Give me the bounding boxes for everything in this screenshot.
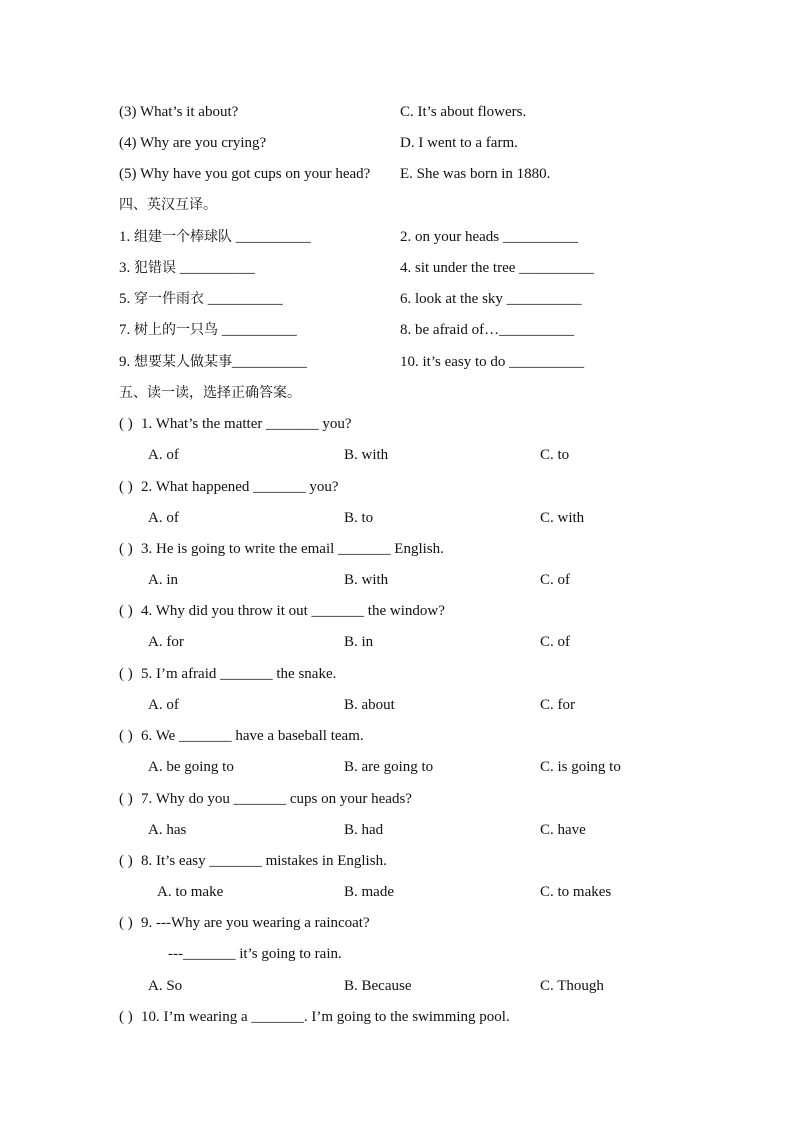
translation-item-right: 2. on your heads __________ bbox=[400, 229, 578, 245]
translation-item-left bbox=[119, 227, 311, 247]
translation-item-right: 8. be afraid of…__________ bbox=[400, 322, 575, 338]
question-row bbox=[0, 789, 793, 809]
section-5-title-row bbox=[0, 383, 793, 403]
question-row bbox=[0, 1007, 793, 1027]
section-4-title: 四、英汉互译。 bbox=[119, 197, 217, 213]
item-text: 犯错误 bbox=[134, 260, 176, 276]
question-text-continued: ---_______ it’s going to rain. bbox=[168, 946, 342, 962]
item-text: 穿一件雨衣 bbox=[134, 291, 204, 307]
matching-row bbox=[0, 102, 793, 122]
question-text: 8. It’s easy _______ mistakes in English. bbox=[141, 853, 387, 869]
question-row bbox=[0, 851, 793, 871]
translation-row bbox=[0, 258, 793, 278]
option-c: C. to makes bbox=[540, 884, 612, 900]
item-number: 5. bbox=[119, 291, 131, 307]
question-text: 7. Why do you _______ cups on your heads? bbox=[141, 791, 412, 807]
option-c: C. to bbox=[540, 447, 570, 463]
question-text: 3. He is going to write the email _______ English. bbox=[141, 541, 444, 557]
answer-parens[interactable]: ( ) bbox=[119, 728, 133, 744]
answer-blank[interactable]: __________ bbox=[235, 229, 311, 245]
answer-blank[interactable]: __________ bbox=[232, 354, 307, 370]
translation-item-left bbox=[119, 258, 255, 278]
options-row bbox=[0, 757, 793, 777]
matching-answer: C. It’s about flowers. bbox=[400, 104, 527, 120]
translation-item-left bbox=[119, 289, 283, 309]
option-b: B. with bbox=[344, 572, 389, 588]
option-c: C. with bbox=[540, 510, 585, 526]
question-text: 2. What happened _______ you? bbox=[141, 479, 339, 495]
option-c: C. of bbox=[540, 634, 570, 650]
question-row bbox=[0, 477, 793, 497]
matching-row bbox=[0, 133, 793, 153]
question-row bbox=[0, 539, 793, 559]
item-text: 树上的一只鸟 bbox=[134, 322, 218, 338]
question-text: 1. What’s the matter _______ you? bbox=[141, 416, 352, 432]
translation-item-left bbox=[119, 320, 297, 340]
option-a: A. be going to bbox=[148, 759, 234, 775]
question-text: 4. Why did you throw it out _______ the window? bbox=[141, 603, 445, 619]
option-a: A. has bbox=[148, 822, 187, 838]
answer-parens[interactable]: ( ) bbox=[119, 541, 133, 557]
option-b: B. Because bbox=[344, 978, 412, 994]
option-b: B. had bbox=[344, 822, 384, 838]
option-b: B. in bbox=[344, 634, 374, 650]
matching-question: (4) Why are you crying? bbox=[119, 135, 267, 151]
item-text: 组建一个棒球队 bbox=[134, 229, 232, 245]
answer-parens[interactable]: ( ) bbox=[119, 603, 133, 619]
option-b: B. about bbox=[344, 697, 395, 713]
item-number: 7. bbox=[119, 322, 131, 338]
question-text: 10. I’m wearing a _______. I’m going to the swimming pool. bbox=[141, 1009, 510, 1025]
matching-answer: D. I went to a farm. bbox=[400, 135, 518, 151]
item-number: 1. bbox=[119, 229, 131, 245]
question-row bbox=[0, 601, 793, 621]
matching-question: (5) Why have you got cups on your head? bbox=[119, 166, 371, 182]
answer-blank[interactable]: __________ bbox=[221, 322, 297, 338]
option-c: C. is going to bbox=[540, 759, 621, 775]
option-c: C. have bbox=[540, 822, 586, 838]
answer-blank[interactable]: __________ bbox=[179, 260, 255, 276]
option-c: C. Though bbox=[540, 978, 604, 994]
matching-question: (3) What’s it about? bbox=[119, 104, 239, 120]
answer-parens[interactable]: ( ) bbox=[119, 791, 133, 807]
question-text: 5. I’m afraid _______ the snake. bbox=[141, 666, 337, 682]
question-row bbox=[0, 414, 793, 434]
item-text: 想要某人做某事 bbox=[134, 354, 232, 370]
options-row bbox=[0, 508, 793, 528]
answer-parens[interactable]: ( ) bbox=[119, 1009, 133, 1025]
option-a: A. of bbox=[148, 510, 179, 526]
translation-item-right: 6. look at the sky __________ bbox=[400, 291, 582, 307]
matching-answer: E. She was born in 1880. bbox=[400, 166, 551, 182]
answer-parens[interactable]: ( ) bbox=[119, 416, 133, 432]
option-a: A. of bbox=[148, 697, 179, 713]
option-a: A. So bbox=[148, 978, 183, 994]
question-text: 6. We _______ have a baseball team. bbox=[141, 728, 364, 744]
options-row bbox=[0, 632, 793, 652]
option-b: B. are going to bbox=[344, 759, 434, 775]
translation-row bbox=[0, 352, 793, 372]
question-row bbox=[0, 913, 793, 933]
translation-item-right: 4. sit under the tree __________ bbox=[400, 260, 595, 276]
answer-parens[interactable]: ( ) bbox=[119, 915, 133, 931]
answer-parens[interactable]: ( ) bbox=[119, 666, 133, 682]
item-number: 3. bbox=[119, 260, 131, 276]
option-a: A. for bbox=[148, 634, 184, 650]
options-row bbox=[0, 976, 793, 996]
section-5-title: 五、读一读，选择正确答案。 bbox=[119, 385, 301, 401]
question-row bbox=[0, 726, 793, 746]
question-row bbox=[0, 664, 793, 684]
translation-item-left bbox=[119, 352, 307, 372]
options-row bbox=[0, 570, 793, 590]
translation-row bbox=[0, 227, 793, 247]
option-b: B. to bbox=[344, 510, 374, 526]
option-b: B. with bbox=[344, 447, 389, 463]
options-row bbox=[0, 820, 793, 840]
translation-row bbox=[0, 320, 793, 340]
option-c: C. of bbox=[540, 572, 570, 588]
answer-parens[interactable]: ( ) bbox=[119, 853, 133, 869]
translation-item-right: 10. it’s easy to do __________ bbox=[400, 354, 585, 370]
option-a: A. in bbox=[148, 572, 178, 588]
item-number: 9. bbox=[119, 354, 131, 370]
question-text: 9. ---Why are you wearing a raincoat? bbox=[141, 915, 370, 931]
answer-blank[interactable]: __________ bbox=[207, 291, 283, 307]
option-a: A. to make bbox=[157, 884, 224, 900]
options-row bbox=[0, 445, 793, 465]
options-row bbox=[0, 882, 793, 902]
translation-row bbox=[0, 289, 793, 309]
question-continuation-row bbox=[0, 944, 793, 964]
option-a: A. of bbox=[148, 447, 179, 463]
answer-parens[interactable]: ( ) bbox=[119, 479, 133, 495]
option-b: B. made bbox=[344, 884, 394, 900]
matching-row bbox=[0, 164, 793, 184]
option-c: C. for bbox=[540, 697, 575, 713]
section-4-title-row bbox=[0, 195, 793, 215]
options-row bbox=[0, 695, 793, 715]
